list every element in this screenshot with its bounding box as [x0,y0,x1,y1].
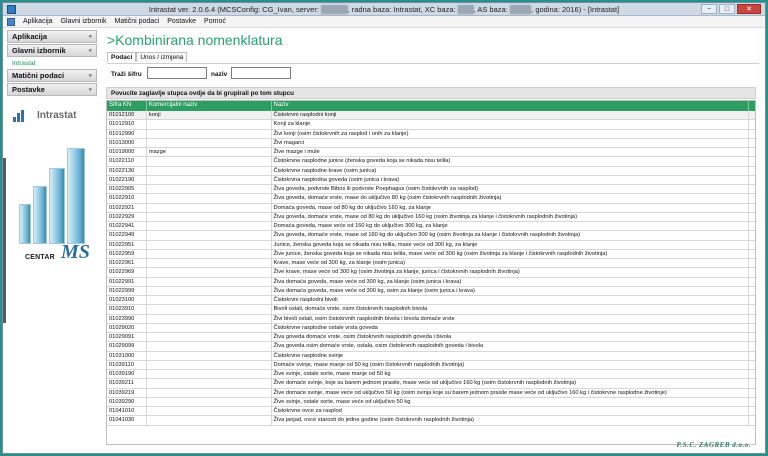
title-as-masked: ████ [509,5,532,14]
cell-extra [749,259,755,267]
table-row[interactable] [107,222,755,231]
table-row[interactable] [107,167,755,176]
table-row[interactable] [107,111,755,120]
ms-logo-mark: MS [61,241,90,263]
cell-komercijalni[interactable] [147,398,272,406]
search-code-input[interactable] [147,67,207,79]
brand-text: CENTAR [25,254,55,261]
cell-sifra[interactable]: 01022941 [107,222,147,230]
cell-extra [749,398,755,406]
cell-extra [749,352,755,360]
table-row[interactable] [107,139,755,148]
cell-extra [749,120,755,128]
table-row[interactable] [107,324,755,333]
intrastat-logo-icon [13,110,27,122]
cell-sifra[interactable]: 01012910 [107,120,147,128]
sidebar-section-maticni-podaci[interactable] [7,69,97,82]
table-row[interactable] [107,130,755,139]
cell-sifra[interactable]: 01022969 [107,268,147,276]
cell-sifra[interactable]: 01022110 [107,157,147,165]
cell-komercijalni[interactable] [147,157,272,165]
name-filter-label: naziv [211,71,228,78]
cell-komercijalni[interactable] [147,222,272,230]
cell-sifra[interactable]: 01013000 [107,139,147,147]
sidebar-section-aplikacija[interactable] [7,30,97,43]
table-row[interactable] [107,185,755,194]
cell-extra [749,241,755,249]
table-row[interactable] [107,204,755,213]
cell-extra [749,204,755,212]
cell-sifra[interactable]: 01023100 [107,296,147,304]
cell-komercijalni[interactable]: mazge [147,148,272,156]
cell-komercijalni[interactable] [147,130,272,138]
cell-komercijalni[interactable] [147,167,272,175]
cell-extra [749,287,755,295]
cell-extra [749,111,755,119]
title-part: , AS baza: [473,5,510,14]
cell-sifra[interactable]: 01012100 [107,111,147,119]
menu-maticni-podaci[interactable]: Matični podaci [114,18,160,25]
cell-sifra[interactable]: 01041030 [107,416,147,424]
cell-naziv[interactable]: Živa goveda, domaće vrste, mase do uključivo 80 kg (osim čistokrvnih rasplodnih životinja) [272,194,750,202]
cell-naziv[interactable]: Konji za klanje [272,120,750,128]
cell-naziv[interactable]: Bivoli ostali, domaće vrste, osim čistokrvnih rasplodnih bivola [272,305,750,313]
title-part: , godina: 2016) - [Intrastat] [531,5,620,14]
cell-naziv[interactable]: Živa goveda osim domaće vrste, ostala, osim čistokrvnih rasplodnih goveda i bivola [272,342,750,350]
cell-komercijalni[interactable] [147,352,272,360]
table-row[interactable] [107,287,755,296]
cell-extra [749,324,755,332]
cell-naziv[interactable]: Domaća goveda, mase od 80 kg do uključivo 160 kg, za klanje [272,204,750,212]
table-row[interactable] [107,148,755,157]
cell-naziv[interactable]: Čistokrvna rasplodna goveda (osim junica i krava) [272,176,750,184]
cell-naziv[interactable]: Živa goveda domaće vrste, osim čistokrvnih rasplodnih goveda i bivola [272,333,750,341]
sidebar-section-postavke[interactable] [7,83,97,96]
cell-komercijalni[interactable] [147,278,272,286]
cell-extra [749,176,755,184]
table-row[interactable] [107,259,755,268]
cell-naziv[interactable]: Junice, ženska goveda koja se nikada nisu telila, mase veće od 300 kg, za klanje [272,241,750,249]
cell-extra [749,315,755,323]
cell-naziv[interactable]: Žive domaće svinje, koje su barem jednom prasile, mase veće od uključivo 160 kg (osim čistokrvnih rasplodnih životinja) [272,379,750,387]
cell-naziv[interactable]: Žive mazge i mule [272,148,750,156]
sidebar-item-intrastat[interactable]: Intrastat [12,60,36,67]
cell-sifra[interactable]: 01031000 [107,352,147,360]
table-row[interactable] [107,407,755,416]
splitter-handle[interactable] [3,158,6,323]
cell-naziv[interactable]: Čistokrvne rasplodne junice (ženska goveda koja se nikada nisu telila) [272,157,750,165]
table-row[interactable] [107,305,755,314]
cell-sifra[interactable]: 01022949 [107,231,147,239]
cell-extra [749,305,755,313]
cell-sifra[interactable]: 01022929 [107,213,147,221]
window-title [3,5,765,14]
column-header-extra[interactable] [749,101,755,111]
cell-komercijalni[interactable]: konji [147,111,272,119]
title-part: , radna baza: Intrastat, XC baza: [347,5,458,14]
cell-naziv[interactable]: Živa domaća goveda, mase veće od 300 kg, osim za klanje (osim junica i krava) [272,287,750,295]
cell-sifra[interactable]: 01039110 [107,361,147,369]
cell-komercijalni[interactable] [147,120,272,128]
cell-komercijalni[interactable] [147,305,272,313]
tab-podaci[interactable]: Podaci [107,52,136,62]
cell-sifra[interactable]: 01022910 [107,194,147,202]
close-button[interactable]: ✕ [737,4,761,14]
footer-company: P.S.C. ZAGREB d.o.o. [676,441,751,449]
grid-body [107,111,755,426]
intrastat-logo-text: Intrastat [37,110,77,121]
cell-naziv[interactable]: Živa janjad, ovce starosti do jedne godine (osim čistokrvnih rasplodnih životinja) [272,416,750,424]
table-row[interactable] [107,120,755,129]
nomenclature-grid [106,100,756,445]
sidebar-section-label: Aplikacija [12,32,48,41]
expand-chevron-icon[interactable]: » [88,33,92,40]
table-row[interactable] [107,379,755,388]
table-row[interactable] [107,389,755,398]
cell-sifra[interactable]: 01023990 [107,315,147,323]
cell-naziv[interactable]: Čistokrvne rasplodne krave (osim junica) [272,167,750,175]
menu-pomoc[interactable]: Pomoć [204,18,226,25]
cell-extra [749,370,755,378]
cell-komercijalni[interactable] [147,416,272,424]
group-by-panel[interactable]: Povucite zaglavlje stupca ovdje da bi grupirali po tom stupcu [106,87,756,99]
cell-komercijalni[interactable] [147,315,272,323]
expand-chevron-icon[interactable]: » [88,72,92,79]
sidebar-section-label: Glavni izbornik [12,46,66,55]
column-header-sifra[interactable]: Šifra KN [107,101,147,111]
cell-naziv[interactable]: Živa goveda, podvrste Bibos ili podvrste Poephagus (osim čistokrvnih za rasplod) [272,185,750,193]
menu-postavke[interactable]: Postavke [167,18,197,25]
cell-komercijalni[interactable] [147,287,272,295]
sidebar-section-glavni-izbornik[interactable] [7,44,97,57]
cell-sifra[interactable]: 01039190 [107,370,147,378]
menu-glavni-izbornik[interactable]: Glavni izbornik [60,18,107,25]
column-header-komercijalni[interactable]: Komercijalni naziv [147,101,272,111]
cell-komercijalni[interactable] [147,370,272,378]
table-row[interactable] [107,342,755,351]
cell-sifra[interactable]: 01022130 [107,167,147,175]
table-row[interactable] [107,157,755,166]
cell-extra [749,185,755,193]
cell-sifra[interactable]: 01039219 [107,389,147,397]
title-part: Intrastat ver. 2.0.6.4 (MCSConfig: CG_Ivan, server: [148,5,322,14]
cell-extra [749,167,755,175]
cell-naziv[interactable]: Žive junice, ženska goveda koja se nikada nisu telila, mase veće od 300 kg (osim životinja za klanje i čistokrvnih rasplodnih životinja) [272,250,750,258]
title-server-masked: █████ [321,5,348,14]
cell-komercijalni[interactable] [147,324,272,332]
expand-chevron-icon[interactable]: » [88,86,92,93]
cell-naziv[interactable]: Živi konji (osim čistokrvnih za rasplod i onih za klanje) [272,130,750,138]
sidebar [7,30,97,445]
cell-naziv[interactable]: Čistokrvni rasplodni konji [272,111,750,119]
table-row[interactable] [107,278,755,287]
cell-sifra[interactable]: 01039211 [107,379,147,387]
cell-komercijalni[interactable] [147,213,272,221]
cell-extra [749,296,755,304]
cell-extra [749,194,755,202]
cell-sifra[interactable]: 01022991 [107,278,147,286]
cell-komercijalni[interactable] [147,259,272,267]
cell-extra [749,361,755,369]
table-row[interactable] [107,268,755,277]
table-row[interactable] [107,361,755,370]
table-row[interactable] [107,333,755,342]
cell-naziv[interactable]: Čistokrvne rasplodne ostale vrsta goveda [272,324,750,332]
name-filter-input[interactable] [231,67,291,79]
cell-komercijalni[interactable] [147,333,272,341]
cell-sifra[interactable]: 01022190 [107,176,147,184]
bar-chart-graphic-icon [15,144,95,244]
cell-komercijalni[interactable] [147,194,272,202]
menu-bar [3,16,765,28]
main-content [101,30,763,445]
cell-sifra[interactable]: 01019000 [107,148,147,156]
cell-komercijalni[interactable] [147,185,272,193]
filter-bar [107,63,759,85]
grid-header [107,101,755,111]
sidebar-section-label: Matični podaci [12,71,65,80]
table-row[interactable] [107,416,755,425]
cell-komercijalni[interactable] [147,342,272,350]
cell-komercijalni[interactable] [147,139,272,147]
cell-extra [749,157,755,165]
table-row[interactable] [107,176,755,185]
table-row[interactable] [107,296,755,305]
cell-extra [749,416,755,424]
cell-naziv[interactable]: Domaće svinje, mase manje od 50 kg (osim čistokrvnih rasplodnih životinja) [272,361,750,369]
cell-komercijalni[interactable] [147,268,272,276]
app-menu-icon[interactable] [7,18,15,26]
cell-naziv[interactable]: Čistokrvne rasplodne svinje [272,352,750,360]
cell-sifra[interactable]: 01022959 [107,250,147,258]
sidebar-section-label: Postavke [12,85,45,94]
title-xc-masked: ███ [457,5,474,14]
cell-komercijalni[interactable] [147,407,272,415]
brand-logo-area [7,104,97,304]
column-header-naziv[interactable]: Naziv [272,101,750,111]
cell-sifra[interactable]: 01022921 [107,204,147,212]
cell-extra [749,130,755,138]
cell-extra [749,342,755,350]
table-row[interactable] [107,231,755,240]
cell-naziv[interactable]: Krave, mase veće od 300 kg, za klanje (osim junica) [272,259,750,267]
cell-komercijalni[interactable] [147,250,272,258]
cell-naziv[interactable]: Žive svinje, ostale sorte, mase veće od uključivo 50 kg [272,398,750,406]
cell-extra [749,139,755,147]
cell-naziv[interactable]: Žive domaće svinje, mase veće od uključivo 50 kg (osim svinja koje su barem jednom prasile mase veće od uključivo 160 kg i čistokrvne rasplodne životinje) [272,389,750,397]
cell-extra [749,278,755,286]
table-row[interactable] [107,194,755,203]
cell-komercijalni[interactable] [147,379,272,387]
cell-naziv[interactable]: Žive krave, mase veće od 300 kg (osim životinja za klanje, junica i čistokrvnih rasplodnih životinja) [272,268,750,276]
cell-naziv[interactable]: Živa goveda, domaće vrste, mase od 160 kg do uključivo 300 kg (osim životinja za klanje i čistokrvnih rasplodnih životinja) [272,231,750,239]
title-bar[interactable] [3,3,765,16]
cell-sifra[interactable]: 01022905 [107,185,147,193]
cell-sifra[interactable]: 01039290 [107,398,147,406]
cell-naziv[interactable]: Živa domaća goveda, mase veće od 300 kg, za klanje (osim junica i krava) [272,278,750,286]
cell-naziv[interactable]: Čistokrvne ovce za rasplod [272,407,750,415]
cell-extra [749,389,755,397]
maximize-button[interactable]: □ [719,4,735,14]
menu-aplikacija[interactable]: Aplikacija [23,18,53,25]
tab-unos-izmjena[interactable]: Unos / izmjena [136,52,187,62]
cell-extra [749,148,755,156]
table-row[interactable] [107,250,755,259]
cell-naziv[interactable]: Živa goveda, domaće vrste, mase od 80 kg do uključivo 160 kg (osim životinja za klanje i čistokrvnih rasplodnih životinja) [272,213,750,221]
collapse-chevron-icon[interactable]: « [88,47,92,54]
cell-sifra[interactable]: 01029099 [107,342,147,350]
cell-sifra[interactable]: 01029091 [107,333,147,341]
cell-sifra[interactable]: 01041010 [107,407,147,415]
cell-komercijalni[interactable] [147,389,272,397]
cell-extra [749,407,755,415]
cell-komercijalni[interactable] [147,241,272,249]
cell-extra [749,379,755,387]
cell-naziv[interactable]: Žive svinje, ostale sorte, mase manje od 50 kg [272,370,750,378]
cell-sifra[interactable]: 01029020 [107,324,147,332]
cell-sifra[interactable]: 01022951 [107,241,147,249]
cell-komercijalni[interactable] [147,361,272,369]
table-row[interactable] [107,315,755,324]
table-row[interactable] [107,352,755,361]
cell-naziv[interactable]: Živi bivoli ostali, osim čistokrvnih rasplodnih bivola i bivola domaće vrste [272,315,750,323]
table-row[interactable] [107,398,755,407]
table-row[interactable] [107,241,755,250]
cell-extra [749,333,755,341]
cell-sifra[interactable]: 01022961 [107,259,147,267]
search-code-label: Traži šifru [111,71,142,78]
cell-extra [749,250,755,258]
cell-extra [749,222,755,230]
cell-extra [749,213,755,221]
cell-naziv[interactable]: Domaća goveda, mase veće od 160 kg do uključivo 300 kg, za klanje [272,222,750,230]
cell-naziv[interactable]: Čistokrvni rasplodni bivoli [272,296,750,304]
app-window [2,2,766,454]
cell-naziv[interactable]: Živi magarci [272,139,750,147]
cell-komercijalni[interactable] [147,296,272,304]
cell-sifra[interactable]: 01022999 [107,287,147,295]
page-title: >Kombinirana nomenklatura [107,32,283,48]
cell-extra [749,231,755,239]
cell-sifra[interactable]: 01012990 [107,130,147,138]
cell-extra [749,268,755,276]
table-row[interactable] [107,213,755,222]
cell-sifra[interactable]: 01023910 [107,305,147,313]
minimize-button[interactable]: − [701,4,717,14]
cell-komercijalni[interactable] [147,204,272,212]
table-row[interactable] [107,370,755,379]
tab-strip [107,52,187,62]
cell-komercijalni[interactable] [147,231,272,239]
cell-komercijalni[interactable] [147,176,272,184]
